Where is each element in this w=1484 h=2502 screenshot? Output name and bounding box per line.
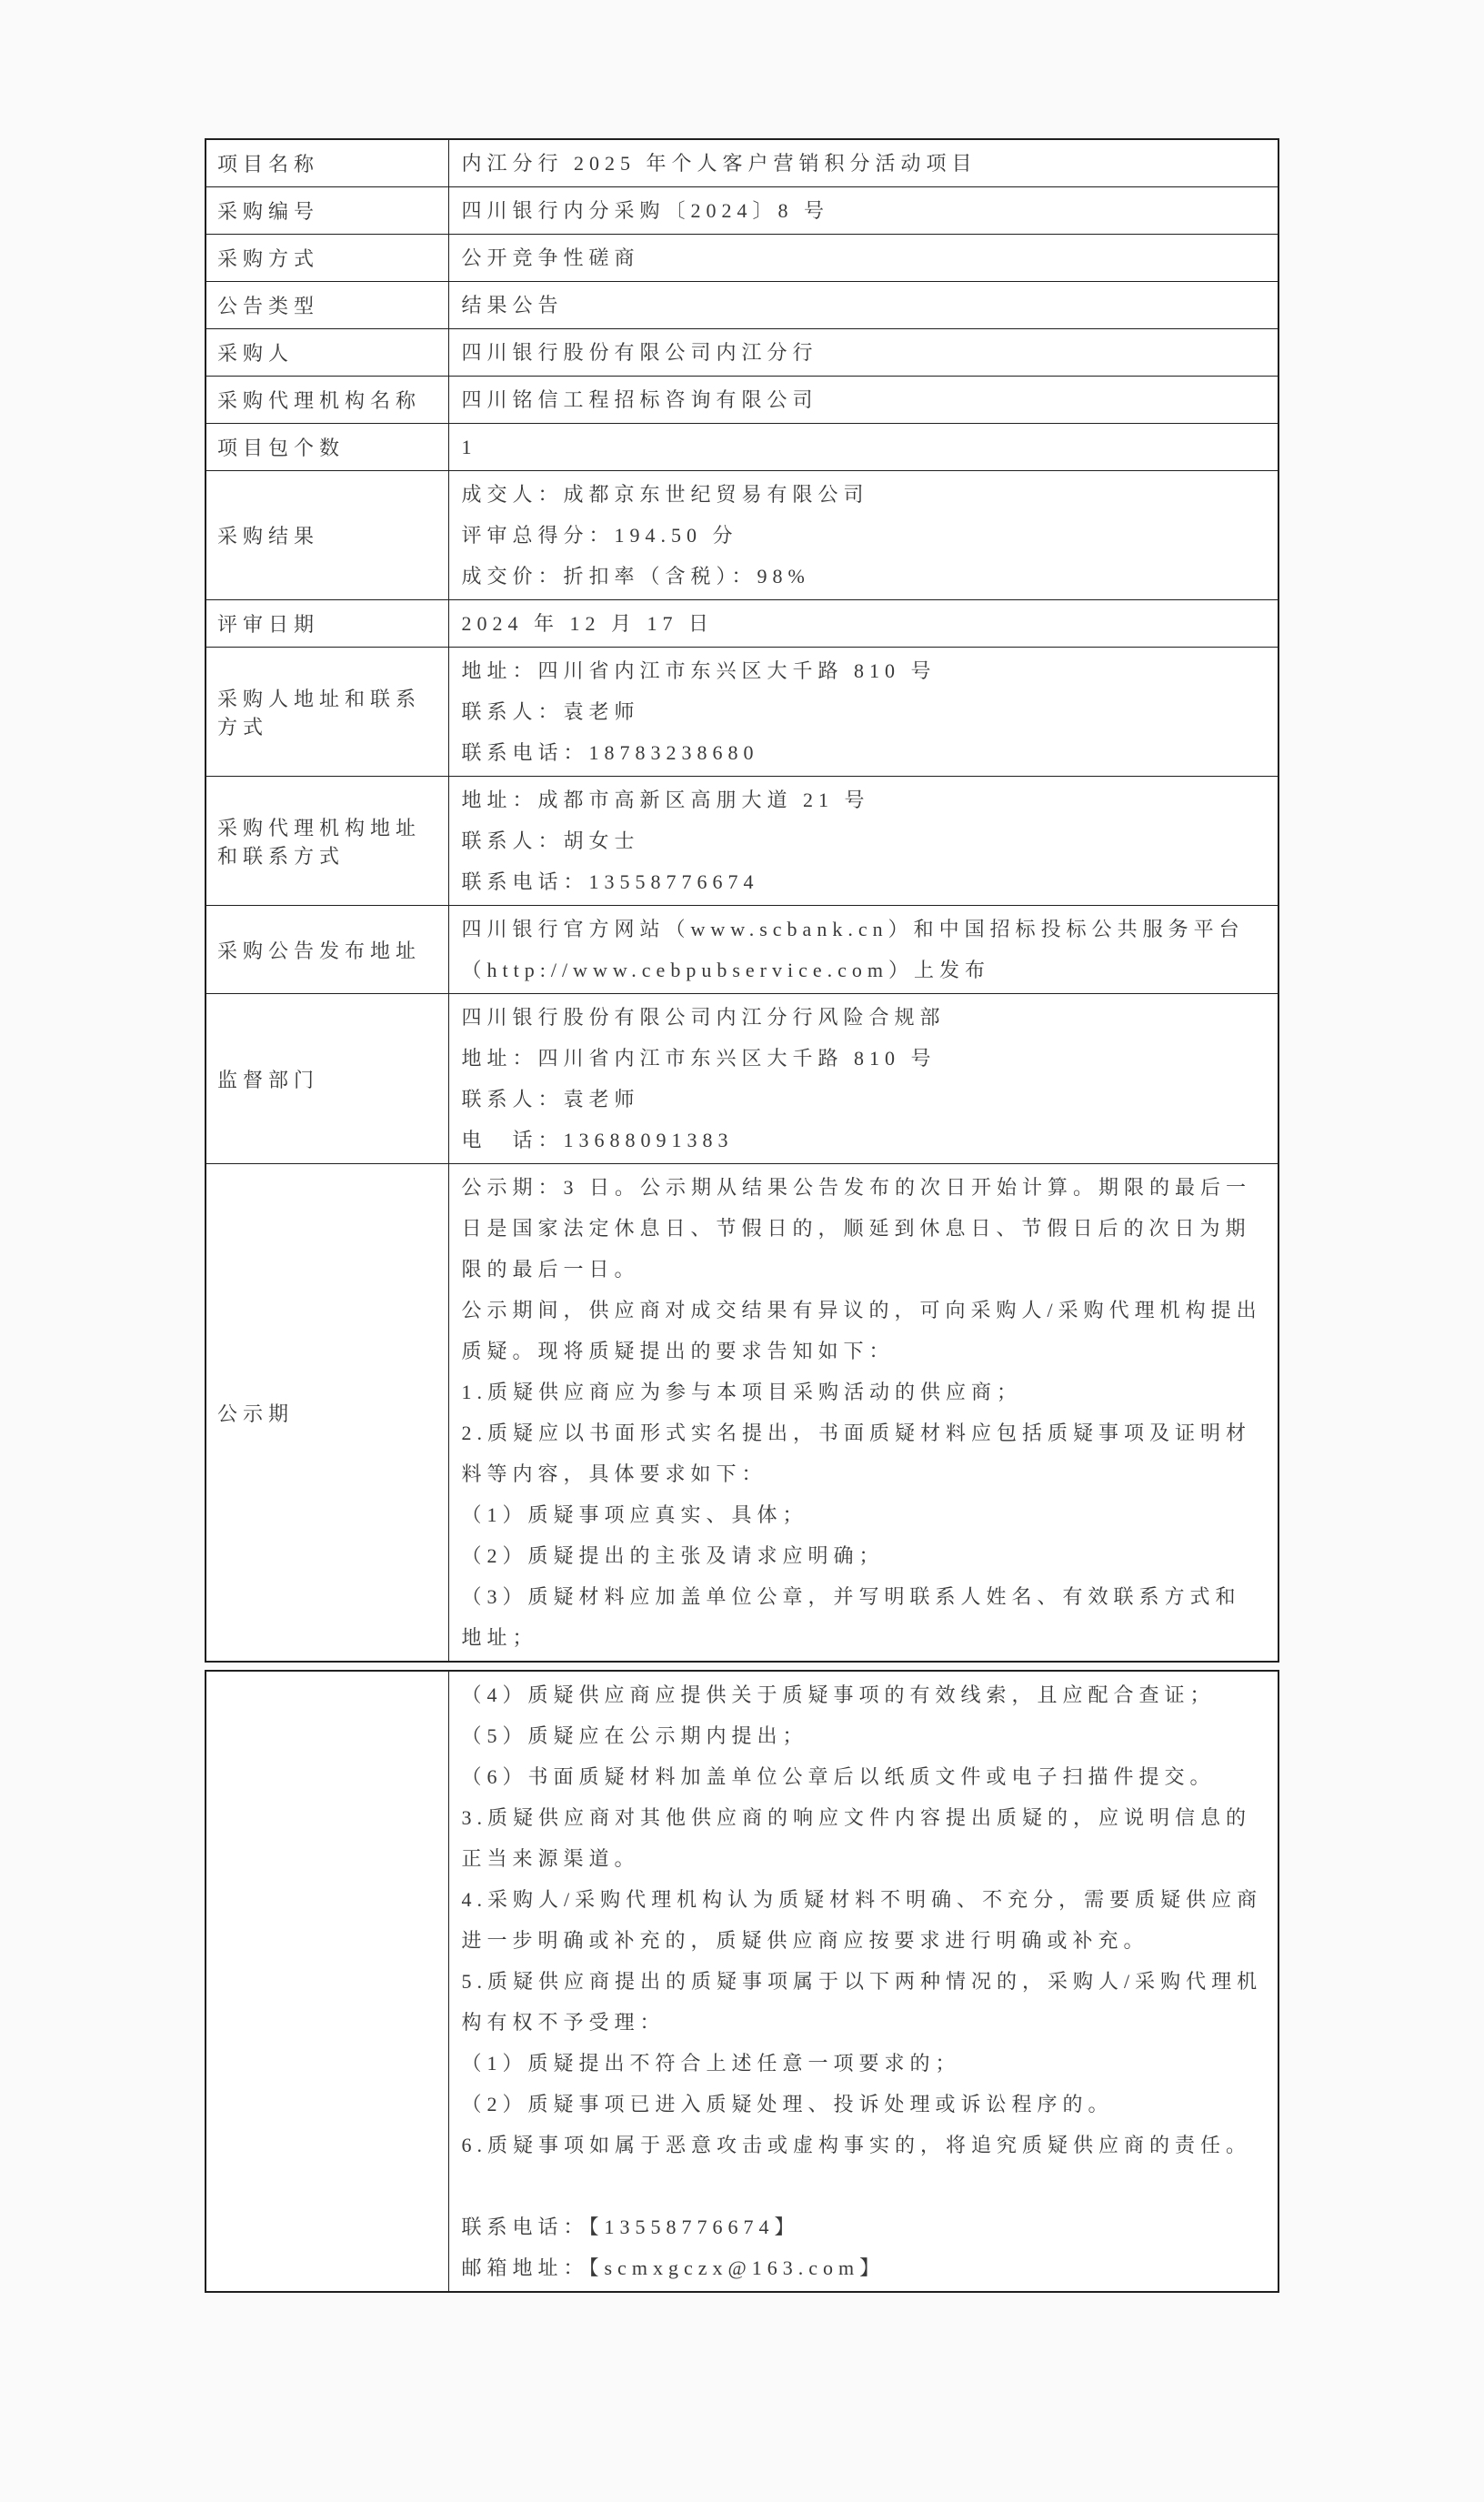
value-line: 联系人：胡女士 <box>461 829 640 852</box>
value-line: 成交价：折扣率（含税）：98% <box>461 565 810 588</box>
value-line: 联系电话：【13558776674】 <box>461 2216 800 2238</box>
row-value-cell <box>448 1164 1278 1663</box>
table-row <box>206 906 1278 994</box>
table-row <box>206 329 1278 377</box>
value-line: 地址：四川省内江市东兴区大千路 810 号 <box>461 1047 937 1070</box>
value-line: 4.采购人/采购代理机构认为质疑材料不明确、不充分，需要质疑供应商进一步明确或补充的，质疑供应商应按要求进行明确或补充。 <box>461 1888 1263 1952</box>
row-label-cell: 采购代理机构地址和联系方式 <box>206 777 448 906</box>
row-value-cell <box>448 1671 1278 2292</box>
value-line: 四川银行官方网站（www.scbank.cn）和中国招标投标公共服务平台（http://www.cebpubservice.com）上发布 <box>461 918 1245 981</box>
row-value-cell <box>448 329 1278 377</box>
row-label-cell: 采购人地址和联系方式 <box>206 648 448 777</box>
value-line: 2024 年 12 月 17 日 <box>461 612 715 635</box>
row-label-cell: 监督部门 <box>206 994 448 1164</box>
value-line: 公示期：3 日。公示期从结果公告发布的次日开始计算。期限的最后一日是国家法定休息日、节假日的，顺延到休息日、节假日后的次日为期限的最后一日。 <box>461 1176 1252 1281</box>
row-label-cell: 采购方式 <box>206 235 448 282</box>
table-row <box>206 471 1278 600</box>
table-row <box>206 139 1278 187</box>
value-line: 1.质疑供应商应为参与本项目采购活动的供应商； <box>461 1381 1023 1403</box>
table-row <box>206 994 1278 1164</box>
row-value-cell <box>448 648 1278 777</box>
row-label-cell: 采购结果 <box>206 471 448 600</box>
value-line: 公示期间，供应商对成交结果有异议的，可向采购人/采购代理机构提出质疑。现将质疑提出的要求告知如下： <box>461 1299 1262 1362</box>
table-row <box>206 777 1278 906</box>
value-line: 评审总得分：194.50 分 <box>461 524 738 547</box>
value-line: 地址：成都市高新区高朋大道 21 号 <box>461 789 870 811</box>
table-row <box>206 235 1278 282</box>
table-row <box>206 648 1278 777</box>
row-value-cell <box>448 282 1278 329</box>
value-line: 联系人：袁老师 <box>461 1088 640 1110</box>
value-line: （3）质疑材料应加盖单位公章，并写明联系人姓名、有效联系方式和地址； <box>461 1585 1241 1649</box>
row-value-cell <box>448 187 1278 235</box>
value-line <box>462 2165 1267 2206</box>
procurement-info-table-body <box>206 139 1278 1662</box>
value-line: （4）质疑供应商应提供关于质疑事项的有效线索，且应配合查证； <box>461 1683 1216 1706</box>
value-line: （2）质疑事项已进入质疑处理、投诉处理或诉讼程序的。 <box>461 2093 1114 2115</box>
row-label-cell: 公示期 <box>206 1164 448 1663</box>
notice-continuation-table-body <box>206 1671 1278 2292</box>
table-row <box>206 424 1278 471</box>
value-line: 公开竞争性磋商 <box>461 246 640 269</box>
row-value-cell <box>448 235 1278 282</box>
value-line: 3.质疑供应商对其他供应商的响应文件内容提出质疑的，应说明信息的正当来源渠道。 <box>461 1806 1252 1870</box>
value-line: （6）书面质疑材料加盖单位公章后以纸质文件或电子扫描件提交。 <box>461 1765 1216 1788</box>
procurement-info-table <box>205 138 1279 1663</box>
table-gap <box>205 1663 1279 1670</box>
value-line: 成交人：成都京东世纪贸易有限公司 <box>461 483 869 506</box>
row-value-cell <box>448 471 1278 600</box>
row-value-cell <box>448 600 1278 648</box>
table-row <box>206 1671 1278 2292</box>
row-value-cell <box>448 424 1278 471</box>
value-line: 四川银行股份有限公司内江分行风险合规部 <box>461 1006 946 1029</box>
value-line: 联系电话：18783238680 <box>461 741 759 764</box>
value-line: 联系人：袁老师 <box>461 700 640 723</box>
value-line: 6.质疑事项如属于恶意攻击或虚构事实的，将追究质疑供应商的责任。 <box>461 2134 1252 2156</box>
row-label-cell: 公告类型 <box>206 282 448 329</box>
value-line: （2）质疑提出的主张及请求应明确； <box>461 1544 885 1567</box>
row-value-cell <box>448 139 1278 187</box>
row-value-cell <box>448 777 1278 906</box>
value-line: 地址：四川省内江市东兴区大千路 810 号 <box>461 659 937 682</box>
value-line: 四川银行股份有限公司内江分行 <box>461 341 818 364</box>
table-row <box>206 187 1278 235</box>
value-line: 邮箱地址：【scmxgczx@163.com】 <box>461 2256 886 2279</box>
row-label-cell: 采购公告发布地址 <box>206 906 448 994</box>
table-row <box>206 1164 1278 1663</box>
value-line: 结果公告 <box>461 294 564 317</box>
value-line: （5）质疑应在公示期内提出； <box>461 1724 808 1747</box>
row-label-cell: 采购代理机构名称 <box>206 377 448 424</box>
value-line: 电 话：13688091383 <box>461 1129 734 1151</box>
value-line: 四川银行内分采购〔2024〕8 号 <box>461 199 830 222</box>
row-label-cell: 项目包个数 <box>206 424 448 471</box>
row-label-cell: 采购编号 <box>206 187 448 235</box>
value-line: 联系电话：13558776674 <box>461 870 759 893</box>
row-label-cell: 采购人 <box>206 329 448 377</box>
row-label-cell: 项目名称 <box>206 139 448 187</box>
row-value-cell <box>448 377 1278 424</box>
value-line: 1 <box>461 436 477 458</box>
notice-continuation-table <box>205 1670 1279 2293</box>
value-line: 四川铭信工程招标咨询有限公司 <box>461 388 818 411</box>
row-label-cell <box>206 1671 448 2292</box>
row-label-cell: 评审日期 <box>206 600 448 648</box>
value-line: 内江分行 2025 年个人客户营销积分活动项目 <box>461 152 978 175</box>
value-line: （1）质疑提出不符合上述任意一项要求的； <box>461 2052 961 2075</box>
table-row <box>206 600 1278 648</box>
value-line: 5.质疑供应商提出的质疑事项属于以下两种情况的，采购人/采购代理机构有权不予受理： <box>461 1970 1263 2034</box>
table-row <box>206 282 1278 329</box>
table-row <box>206 377 1278 424</box>
value-line: （1）质疑事项应真实、具体； <box>461 1503 808 1526</box>
row-value-cell <box>448 994 1278 1164</box>
announcement-document <box>205 138 1279 2293</box>
value-line: 2.质疑应以书面形式实名提出，书面质疑材料应包括质疑事项及证明材料等内容，具体要求如下： <box>461 1422 1252 1485</box>
row-value-cell <box>448 906 1278 994</box>
